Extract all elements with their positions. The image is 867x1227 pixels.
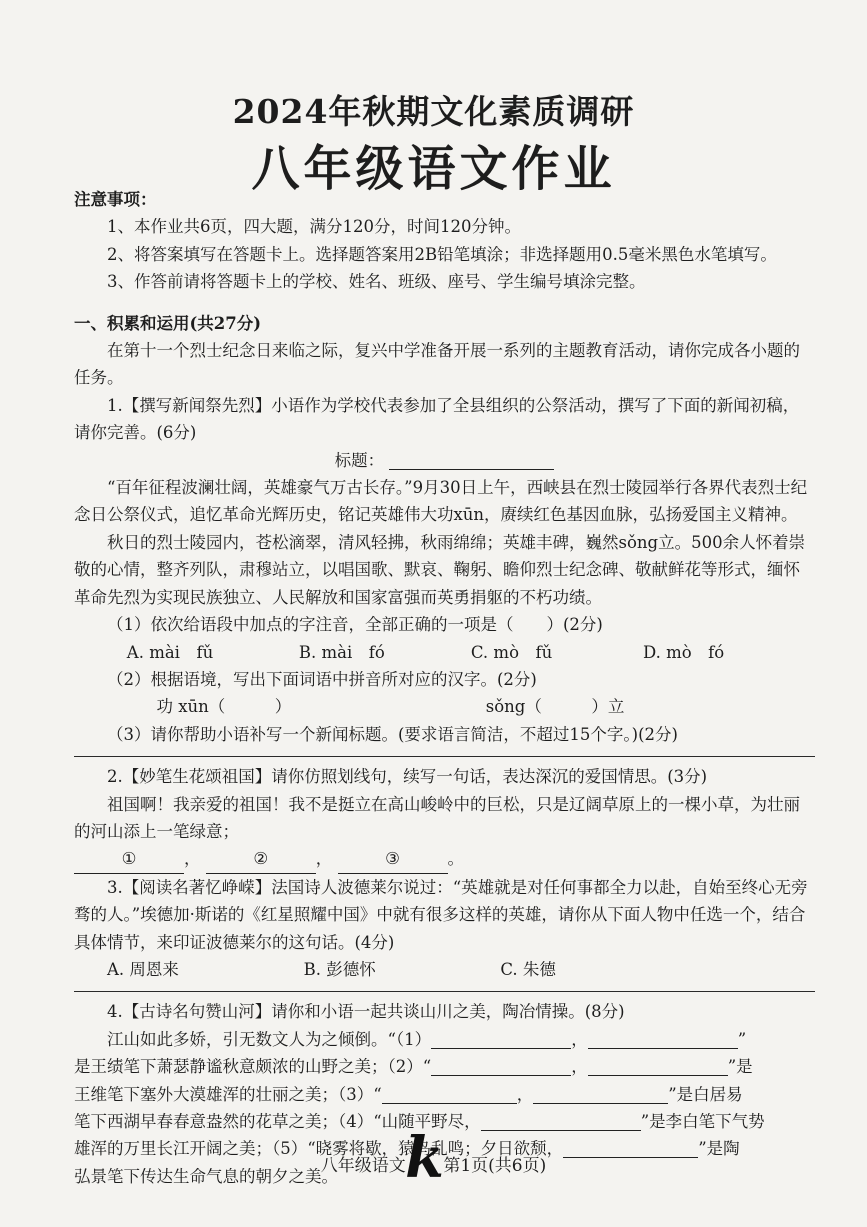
notice-item: 3、作答前请将答题卡上的学校、姓名、班级、座号、学生编号填涂完整。 [107,272,646,292]
q4-text: 江山如此多娇，引无数文人为之倾倒。“（1） [107,1029,432,1049]
q4-line-2: 是王绩笔下萧瑟静谧秋意颇浓的山野之美；（2）“ ， ”是 [74,1057,753,1077]
option-c[interactable]: C. 朱德 [500,959,556,979]
song-blank[interactable]: sǒng（ ）立 [485,697,625,717]
notice-item: 2、将答案填写在答题卡上。选择题答案用2B铅笔填涂；非选择题用0.5毫米黑色水笔填写。 [107,244,777,264]
question-2-text: 祖国啊！我亲爱的祖国！我不是挺立在高山峻岭中的巨松，只是辽阔草原上的一棵小草，为壮丽的河山添上一笔绿意； ① ， ② ， ③ 。 [74,791,815,874]
question-1-sub1: （1）依次给语段中加点的字注音，全部正确的一项是（ ）(2分) [107,615,603,635]
exam-body [74,186,815,1190]
poem-blank-2b[interactable] [588,1057,728,1076]
exam-title: 2024年秋期文化素质调研 [232,92,635,131]
option-a[interactable]: A. 周恩来 [107,959,179,979]
option-b[interactable]: B. 彭德怀 [303,959,376,979]
poem-blank-2a[interactable] [431,1057,571,1076]
q4-text: ”是陶 [698,1139,740,1159]
poem-blank-3b[interactable] [533,1085,668,1104]
question-1-sub2-blanks [74,693,815,720]
question-1-options [74,639,815,666]
poem-blank-4[interactable] [481,1112,641,1131]
question-3-stem: 3.【阅读名著忆峥嵘】法国诗人波德莱尔说过：“英雄就是对任何事都全力以赴，自始至终心无旁骛的人。”埃德加·斯诺的《红星照耀中国》中就有很多这样的英雄，请你从下面人物中任选一个，结合具体情节，来印证波德莱尔的这句话。(4分) [74,877,808,952]
news-paragraph-1: “百年征程波澜壮阔，英雄豪气万古长存。”9月30日上午，西峡县在烈士陵园举行各界代表烈士纪念日公祭仪式，追忆革命光辉历史，铭记英雄伟大功xūn，赓续红色基因血脉，弘扬爱国主义精神。 [74,478,808,525]
q4-text: 笔下西湖早春春意盎然的花草之美；（4）“山随平野尽， [74,1112,481,1131]
question-2-sentence: 祖国啊！我亲爱的祖国！我不是挺立在高山峻岭中的巨松，只是辽阔草原上的一棵小草，为壮丽的河山添上一笔绿意； [74,794,800,841]
q4-text: ”是李白笔下气势 [640,1112,765,1131]
option-a[interactable]: A. mài fǔ [126,642,214,662]
q4-text: ”是 [727,1057,753,1077]
option-d[interactable]: D. mò fó [642,642,725,662]
section-intro: 在第十一个烈士纪念日来临之际，复兴中学准备开展一系列的主题教育活动，请你完成各小题的任务。 [74,341,800,388]
news-paragraph-2: 秋日的烈士陵园内，苍松滴翠，清风轻拂，秋雨绵绵；英雄丰碑，巍然sǒng立。500余人怀着崇敬的心情，整齐列队，肃穆站立，以唱国歌、默哀、鞠躬、瞻仰烈士纪念碑、敬献鲜花等形式，缅怀革命先烈为实现民族独立、人民解放和国家富强而英勇捐躯的不朽功绩。 [74,532,806,607]
blank-3[interactable]: ③ [338,845,448,873]
q4-text: ”是白居易 [668,1084,743,1104]
xun-blank[interactable]: 功 xūn（ ） [156,697,292,717]
footer-page-number: 第1页(共6页) [443,1156,547,1176]
k-logo-mark: k [405,1125,444,1191]
news-title-blank[interactable] [389,451,554,470]
section-heading: 一、积累和运用(共27分) [74,313,262,333]
divider [74,756,815,757]
question-1-sub3: （3）请你帮助小语补写一个新闻标题。(要求语言简洁，不超过15个字。)(2分) [107,724,678,744]
question-4-stem: 4.【古诗名句赞山河】请你和小语一起共谈山川之美，陶冶情操。(8分) [107,1002,625,1022]
q4-text: 王维笔下塞外大漠雄浑的壮丽之美；（3）“ [74,1084,382,1104]
blank-1[interactable]: ① [74,845,184,873]
exam-subtitle: 八年级语文作业 [251,141,616,197]
question-1-stem: 1.【撰写新闻祭先烈】小语作为学校代表参加了全县组织的公祭活动，撰写了下面的新闻初稿，请你完善。(6分) [74,395,800,443]
q4-line-1: 江山如此多娇，引无数文人为之倾倒。“（1） ， ” [107,1029,747,1049]
q4-text: 雄浑的万里长江开阔之美；（5）“晓雾将歇，猿鸟乱鸣；夕日欲颓， [74,1139,564,1159]
footer-subject: 八年级语文 [320,1156,406,1176]
q4-line-6: 弘景笔下传达生命气息的朝夕之美。 [74,1166,338,1186]
divider [74,991,815,992]
news-title-label: 标题： [334,450,385,470]
poem-blank-3a[interactable] [382,1085,517,1104]
notice-heading: 注意事项： [74,190,157,209]
poem-blank-1a[interactable] [431,1030,571,1049]
page-footer [0,1125,867,1191]
question-2-stem: 2.【妙笔生花颂祖国】请你仿照划线句，续写一句话，表达深沉的爱国情思。(3分) [107,767,708,787]
blank-2[interactable]: ② [206,845,316,873]
q4-text: 是王绩笔下萧瑟静谧秋意颇浓的山野之美；（2）“ [74,1057,432,1077]
option-c[interactable]: C. mò fǔ [470,642,553,662]
notice-item: 1、本作业共6页，四大题，满分120分，时间120分钟。 [107,217,521,237]
question-3-options [74,956,815,983]
question-1-sub2: （2）根据语境，写出下面词语中拼音所对应的汉字。(2分) [107,669,537,689]
q4-line-4 [74,1108,815,1135]
option-b[interactable]: B. mài fó [298,642,385,662]
poem-blank-1b[interactable] [588,1030,738,1049]
q4-line-3: 王维笔下塞外大漠雄浑的壮丽之美；（3）“ ， ”是白居易 [74,1084,743,1104]
news-title-line [74,447,815,474]
